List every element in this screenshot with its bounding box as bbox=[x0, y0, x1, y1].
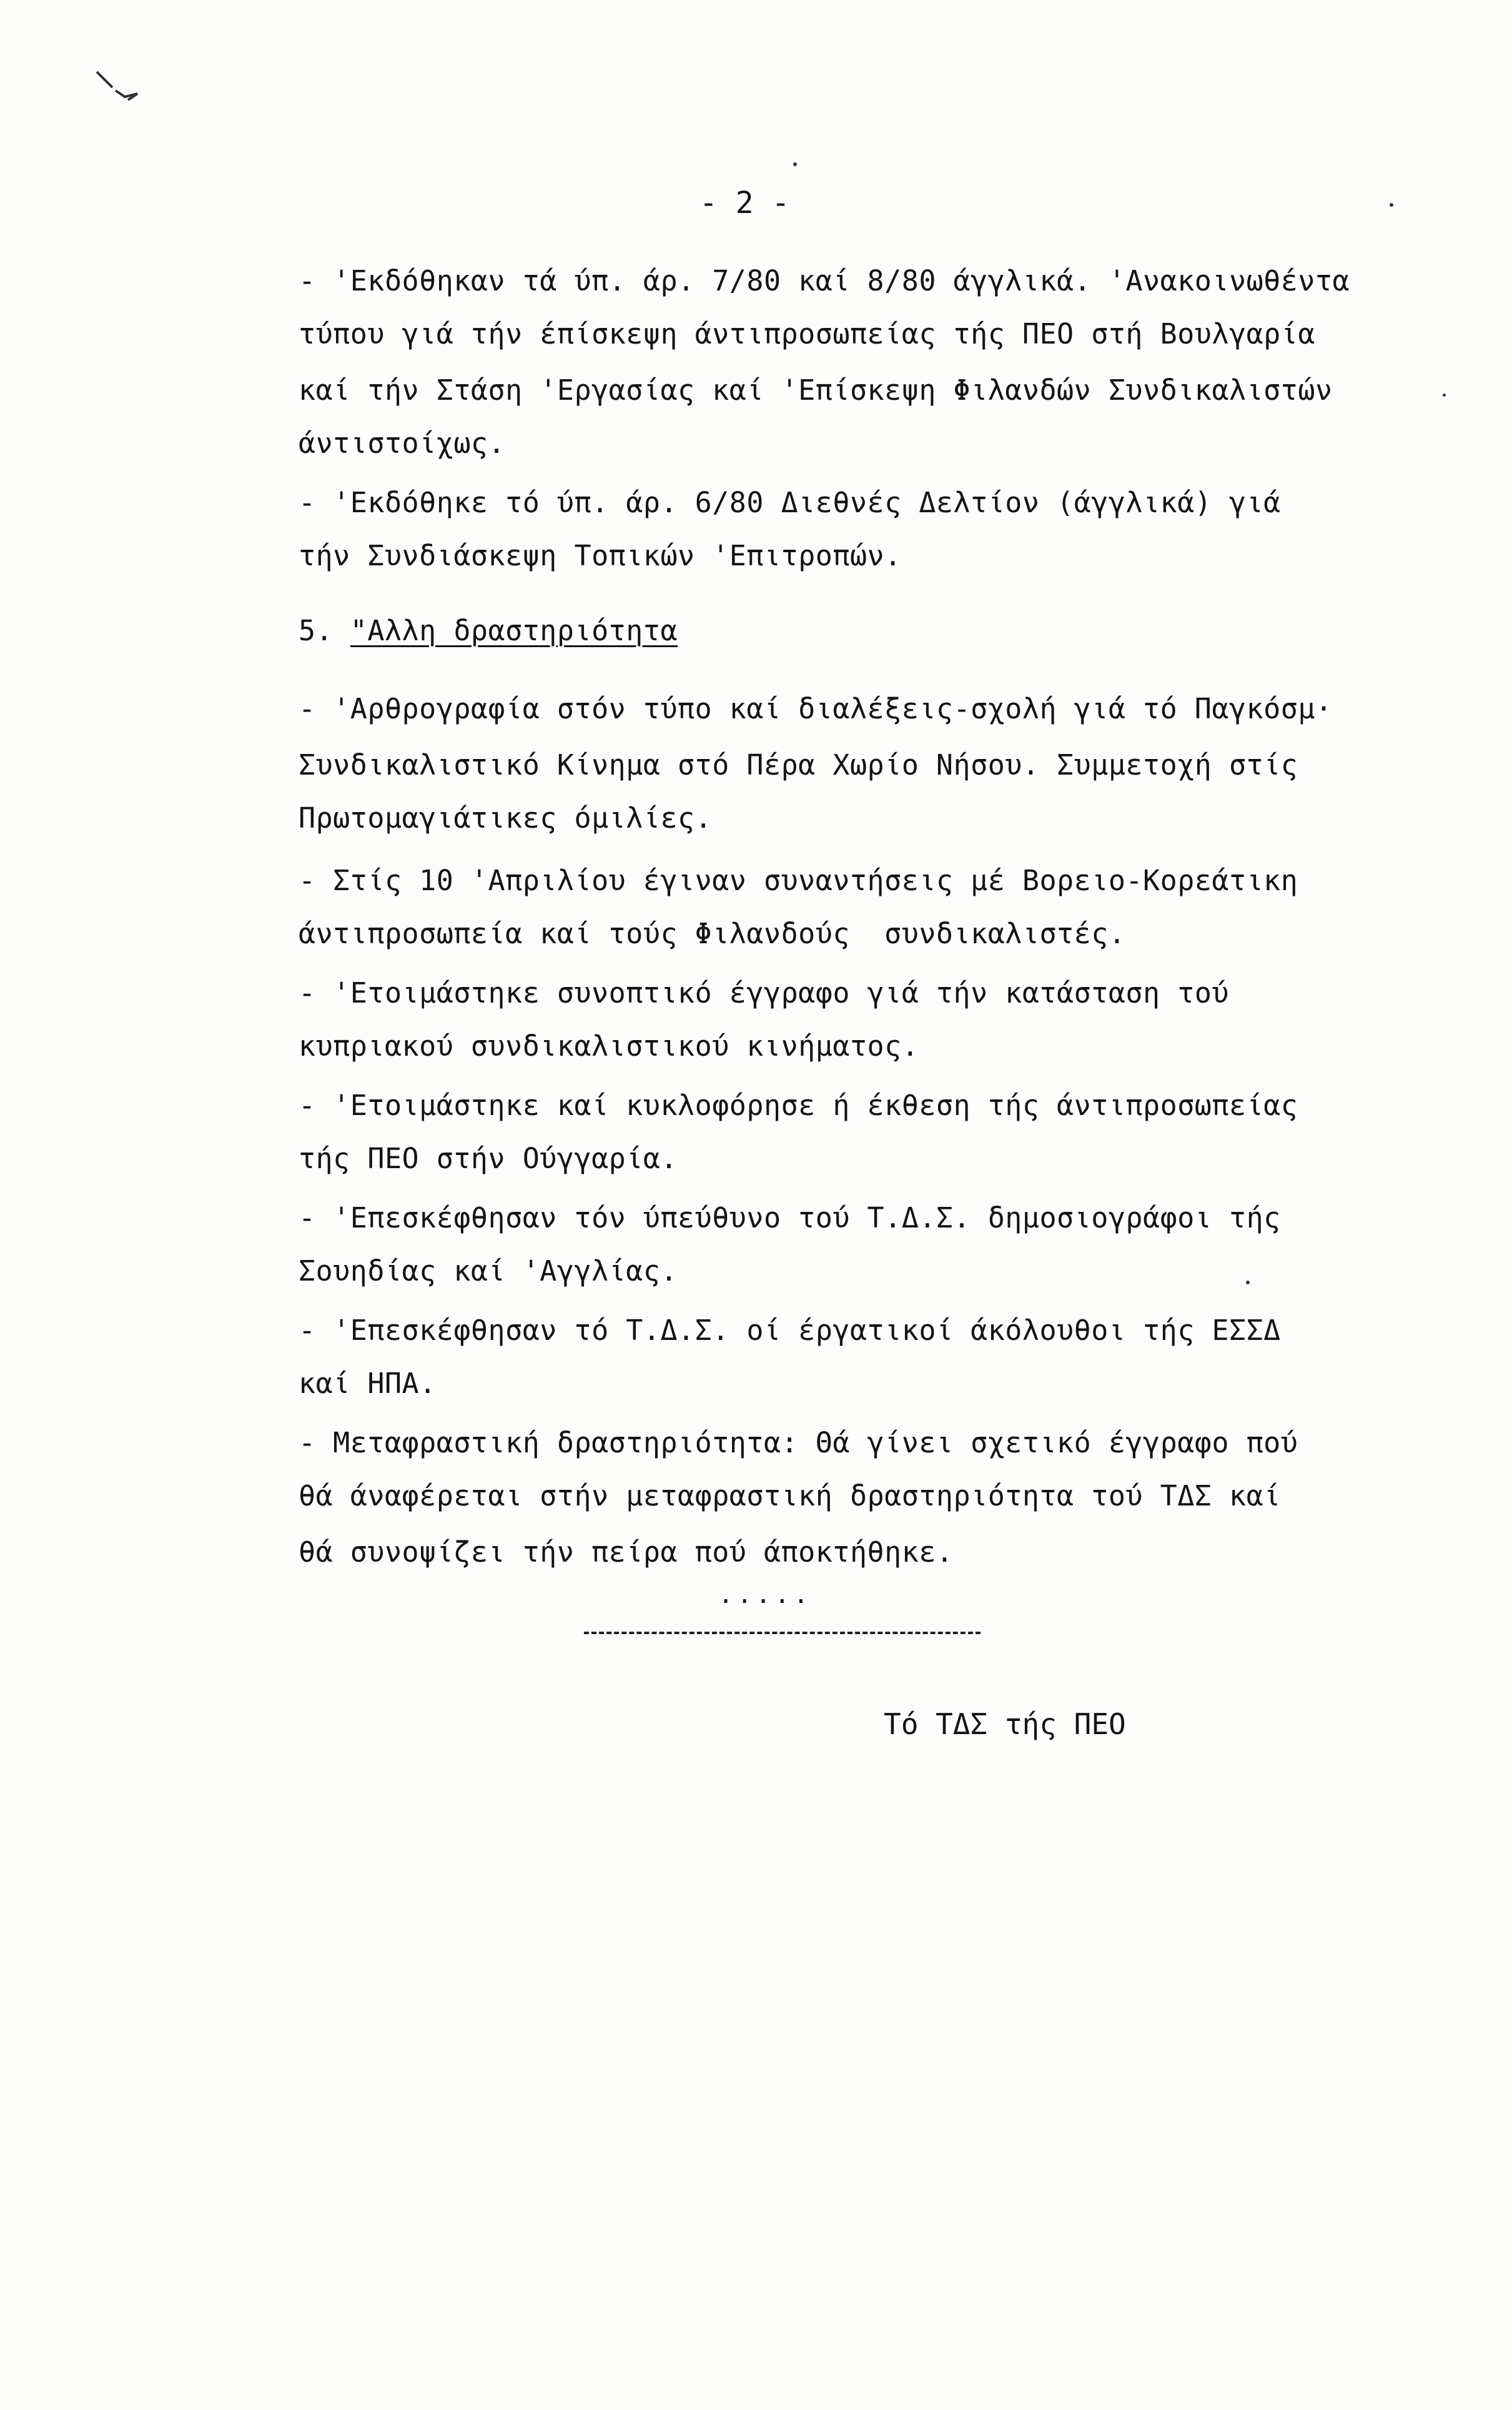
text-line: Συνδικαλιστικό Κίνημα στό Πέρα Χωρίο Νήσου. Συμμετοχή στίς bbox=[299, 748, 1298, 781]
scan-speck bbox=[793, 162, 797, 166]
text-line: - 'Επεσκέφθησαν τό Τ.Δ.Σ. οί έργατικοί άκόλουθοι τής ΕΣΣΔ bbox=[299, 1314, 1281, 1347]
text-line: θά συνοψίζει τήν πείρα πού άποκτήθηκε. bbox=[299, 1535, 954, 1569]
section-title: "Αλλη δραστηριότητα bbox=[350, 614, 678, 647]
text-line: Σουηδίας καί 'Αγγλίας. bbox=[299, 1254, 678, 1287]
scan-speck bbox=[1390, 203, 1393, 207]
separator-rule bbox=[584, 1632, 981, 1634]
section-number: 5. bbox=[299, 614, 350, 647]
text-line: άντιπροσωπεία καί τούς Φιλανδούς συνδικαλιστές. bbox=[299, 917, 1126, 950]
text-line: - 'Εκδόθηκε τό ύπ. άρ. 6/80 Διεθνές Δελτίον (άγγλικά) γιά bbox=[299, 486, 1281, 519]
text-line: τής ΠΕΟ στήν Ούγγαρία. bbox=[299, 1142, 678, 1175]
text-line: τήν Συνδιάσκεψη Τοπικών 'Επιτροπών. bbox=[299, 539, 902, 572]
signature: Τό ΤΔΣ τής ΠΕΟ bbox=[884, 1707, 1126, 1741]
scan-speck bbox=[1443, 394, 1446, 397]
text-line: θά άναφέρεται στήν μεταφραστική δραστηριότητα τού ΤΔΣ καί bbox=[299, 1479, 1281, 1512]
page-number: - 2 - bbox=[699, 186, 790, 221]
text-line: τύπου γιά τήν έπίσκεψη άντιπροσωπείας τής ΠΕΟ στή Βουλγαρία bbox=[299, 317, 1315, 350]
text-line: καί τήν Στάση 'Εργασίας καί 'Επίσκεψη Φιλανδών Συνδικαλιστών bbox=[299, 374, 1333, 407]
text-line: - Μεταφραστική δραστηριότητα: Θά γίνει σχετικό έγγραφο πού bbox=[299, 1426, 1298, 1459]
text-line: καί ΗΠΑ. bbox=[299, 1367, 437, 1400]
text-line: - 'Αρθρογραφία στόν τύπο καί διαλέξεις-σχολή γιά τό Παγκόσμ· bbox=[299, 692, 1333, 725]
separator-dots: ..... bbox=[718, 1580, 813, 1609]
text-line: Πρωτομαγιάτικες όμιλίες. bbox=[299, 801, 713, 835]
scan-speck bbox=[1246, 1281, 1250, 1284]
text-line: - 'Ετοιμάστηκε συνοπτικό έγγραφο γιά τήν κατάσταση τού bbox=[299, 976, 1229, 1009]
section-heading bbox=[299, 612, 678, 650]
text-line: άντιστοίχως. bbox=[299, 427, 506, 460]
text-line: - 'Εκδόθηκαν τά ύπ. άρ. 7/80 καί 8/80 άγγλικά. 'Ανακοινωθέντα bbox=[299, 264, 1350, 297]
text-line: - Στίς 10 'Απριλίου έγιναν συναντήσεις μέ Βορειο-Κορεάτικη bbox=[299, 864, 1298, 897]
text-line: κυπριακού συνδικαλιστικού κινήματος. bbox=[299, 1029, 919, 1063]
text-line: - 'Επεσκέφθησαν τόν ύπεύθυνο τού Τ.Δ.Σ. δημοσιογράφοι τής bbox=[299, 1201, 1281, 1234]
text-line: - 'Ετοιμάστηκε καί κυκλοφόρησε ή έκθεση τής άντιπροσωπείας bbox=[299, 1089, 1298, 1122]
scan-mark-icon bbox=[94, 66, 144, 116]
